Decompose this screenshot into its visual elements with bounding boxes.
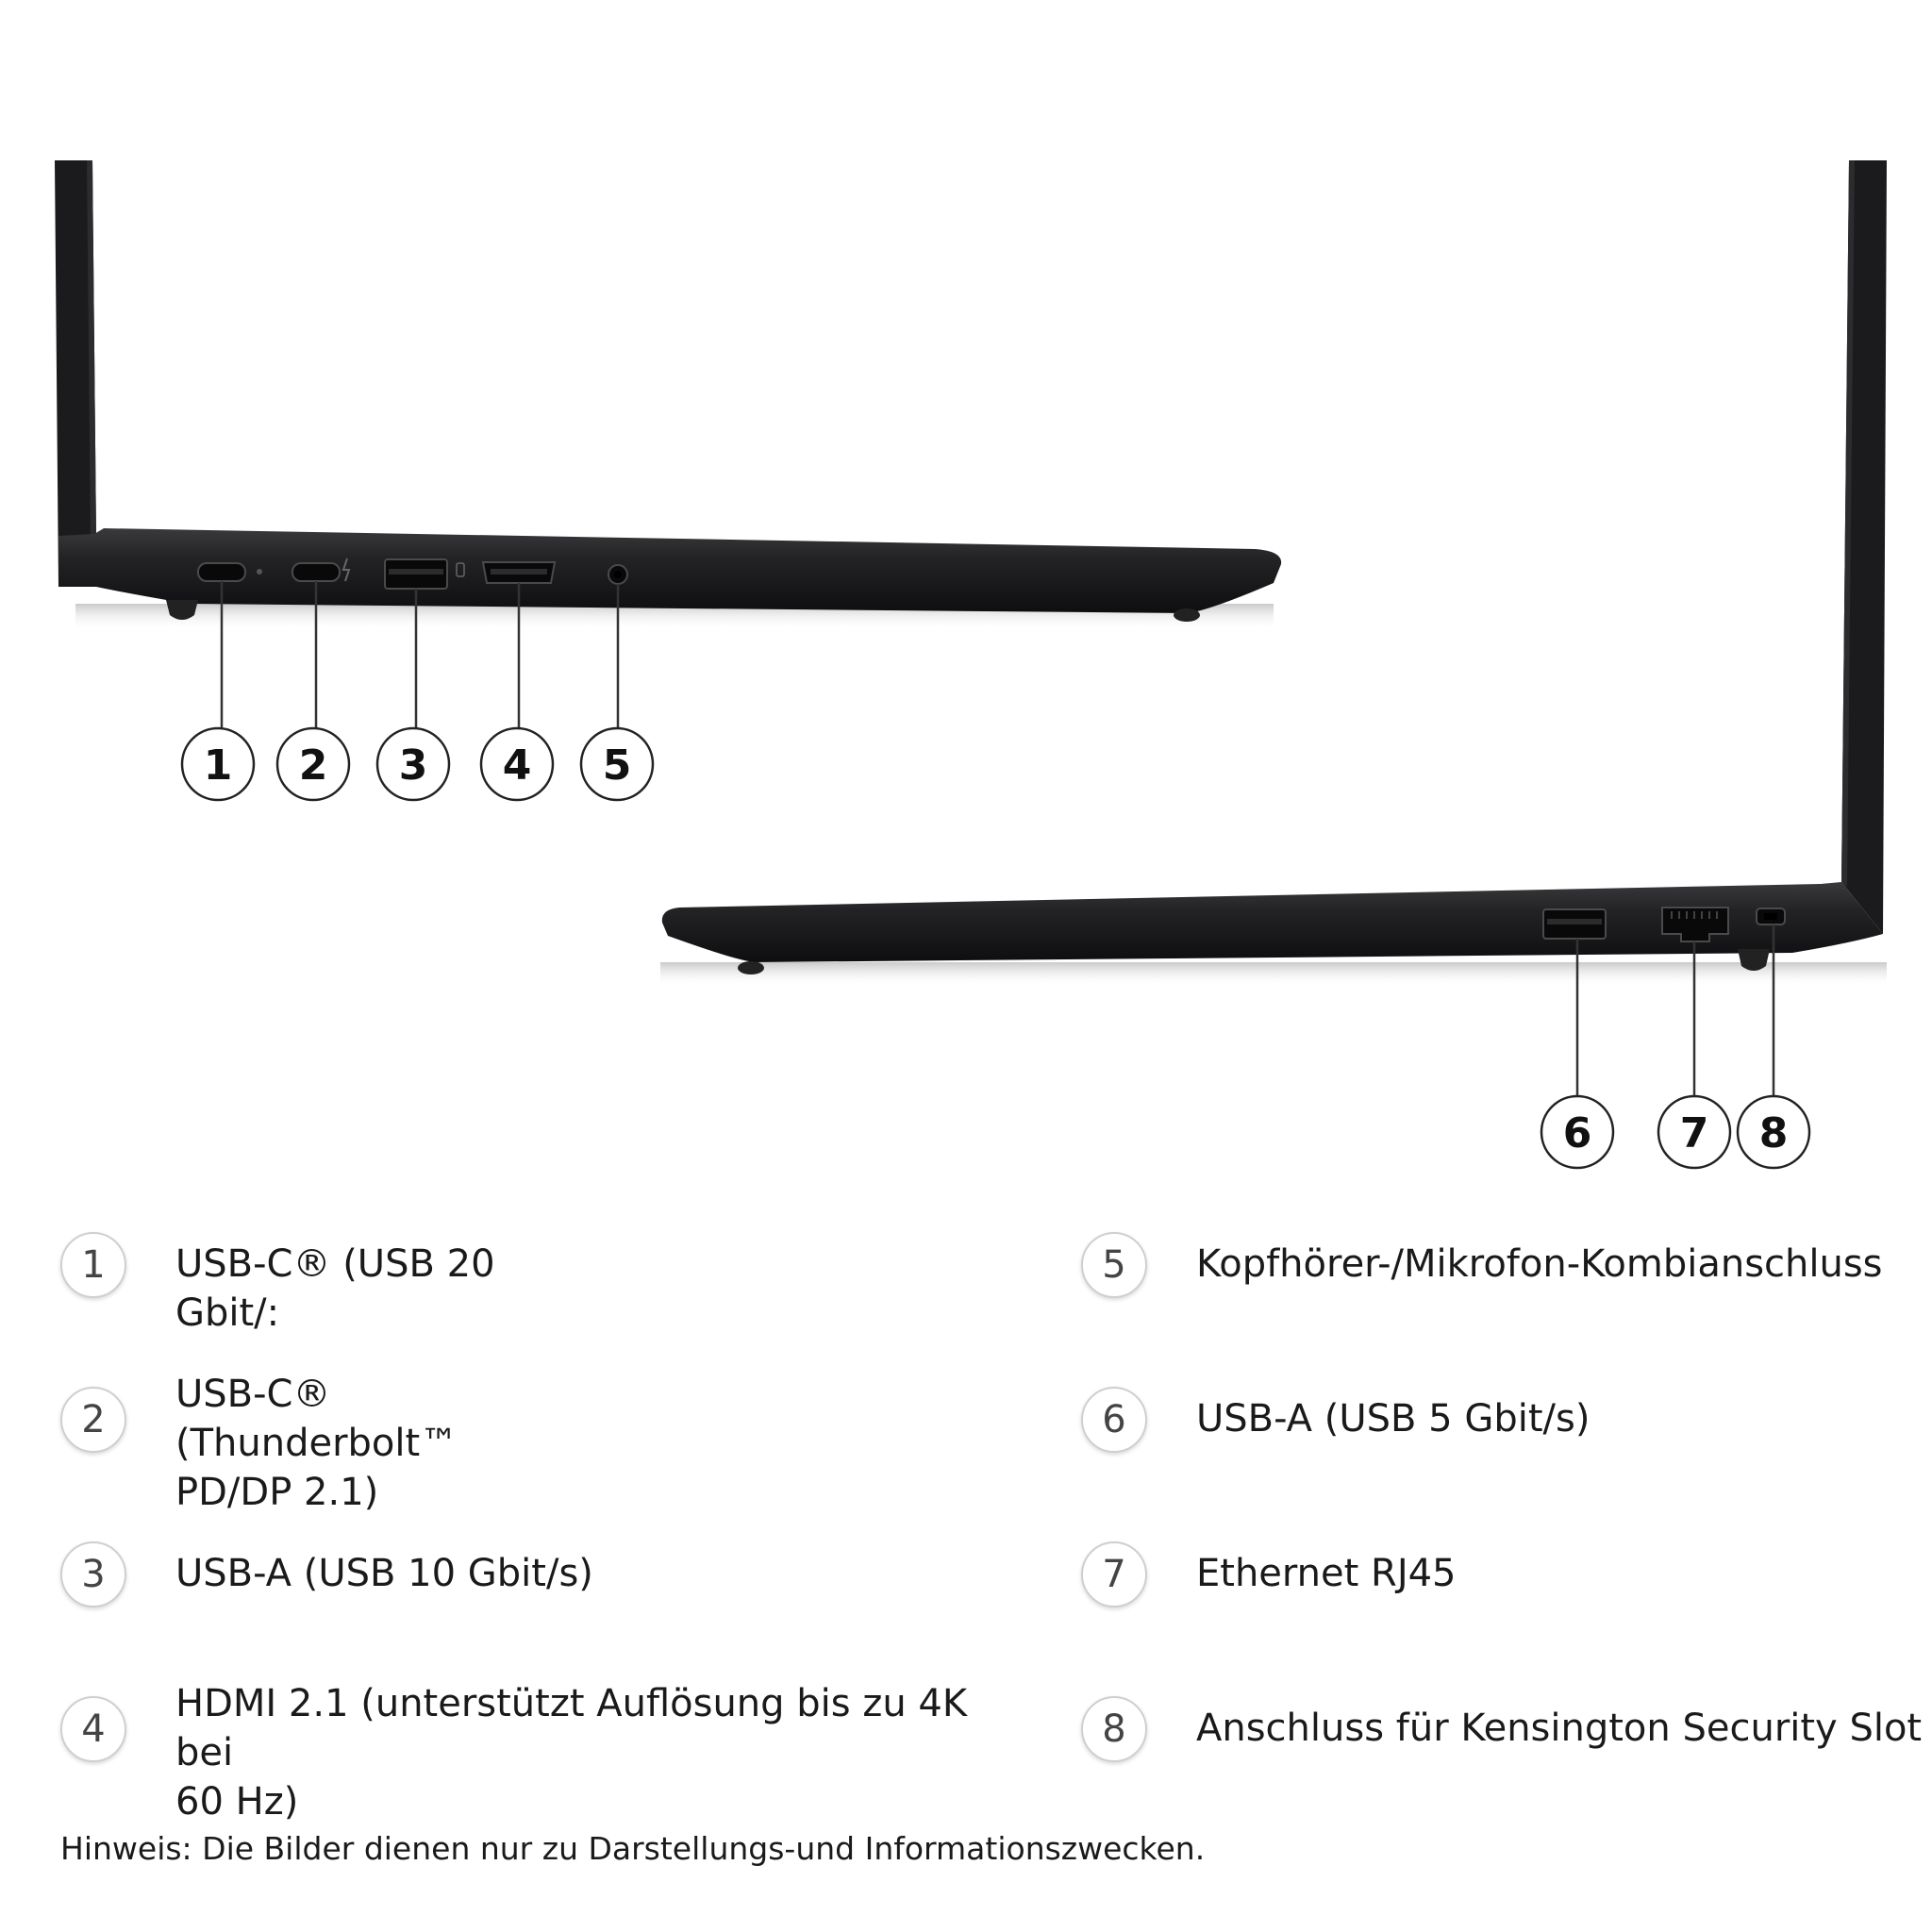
legend-badge-1: 1 [60,1232,126,1298]
callout-2-label: 2 [298,741,328,790]
legend-badge-2: 2 [60,1387,126,1453]
legend-text-2: USB-C® (Thunderbolt™ PD/DP 2.1) [175,1373,458,1514]
legend-text-4: HDMI 2.1 (unterstützt Auflösung bis zu 4K bei 60 Hz) [175,1682,968,1824]
callout-5-label: 5 [602,741,632,790]
legend-badge-6: 6 [1081,1387,1147,1453]
usb-c-port-2 [292,563,340,581]
legend-text-6: USB-A (USB 5 Gbit/s) [1196,1397,1591,1441]
usb-c-port-1 [198,563,245,581]
legend-text-8: Anschluss für Kensington Security Slot [1196,1707,1923,1750]
callout-2 [277,728,349,800]
legend-text-7: Ethernet RJ45 [1196,1552,1457,1595]
legend-text-1: USB-C® (USB 20 Gbit/: [175,1242,495,1335]
callout-3-label: 3 [398,741,428,790]
callout-1-label: 1 [203,741,233,790]
callout-8-label: 8 [1758,1109,1789,1158]
legend-text-5: Kopfhörer-/Mikrofon-Kombianschluss [1196,1242,1883,1286]
callout-3 [377,728,449,800]
callout-7 [1658,1096,1730,1168]
callout-8 [1738,1096,1809,1168]
callout-6 [1541,1096,1613,1168]
disclaimer-note: Hinweis: Die Bilder dienen nur zu Darstellungs-und Informationszwecken. [60,1830,1206,1867]
callout-4-label: 4 [502,741,532,790]
legend-text-3: USB-A (USB 10 Gbit/s) [175,1552,593,1595]
laptop-left-side [55,160,1281,728]
callout-6-label: 6 [1562,1109,1592,1158]
legend-badge-4: 4 [60,1696,126,1762]
legend-badge-5: 5 [1081,1232,1147,1298]
legend-badge-7: 7 [1081,1541,1147,1607]
legend-badge-3: 3 [60,1541,126,1607]
callout-4 [481,728,553,800]
callout-1 [182,728,254,800]
callout-5 [581,728,653,800]
legend-badge-8: 8 [1081,1696,1147,1762]
callout-7-label: 7 [1679,1109,1709,1158]
